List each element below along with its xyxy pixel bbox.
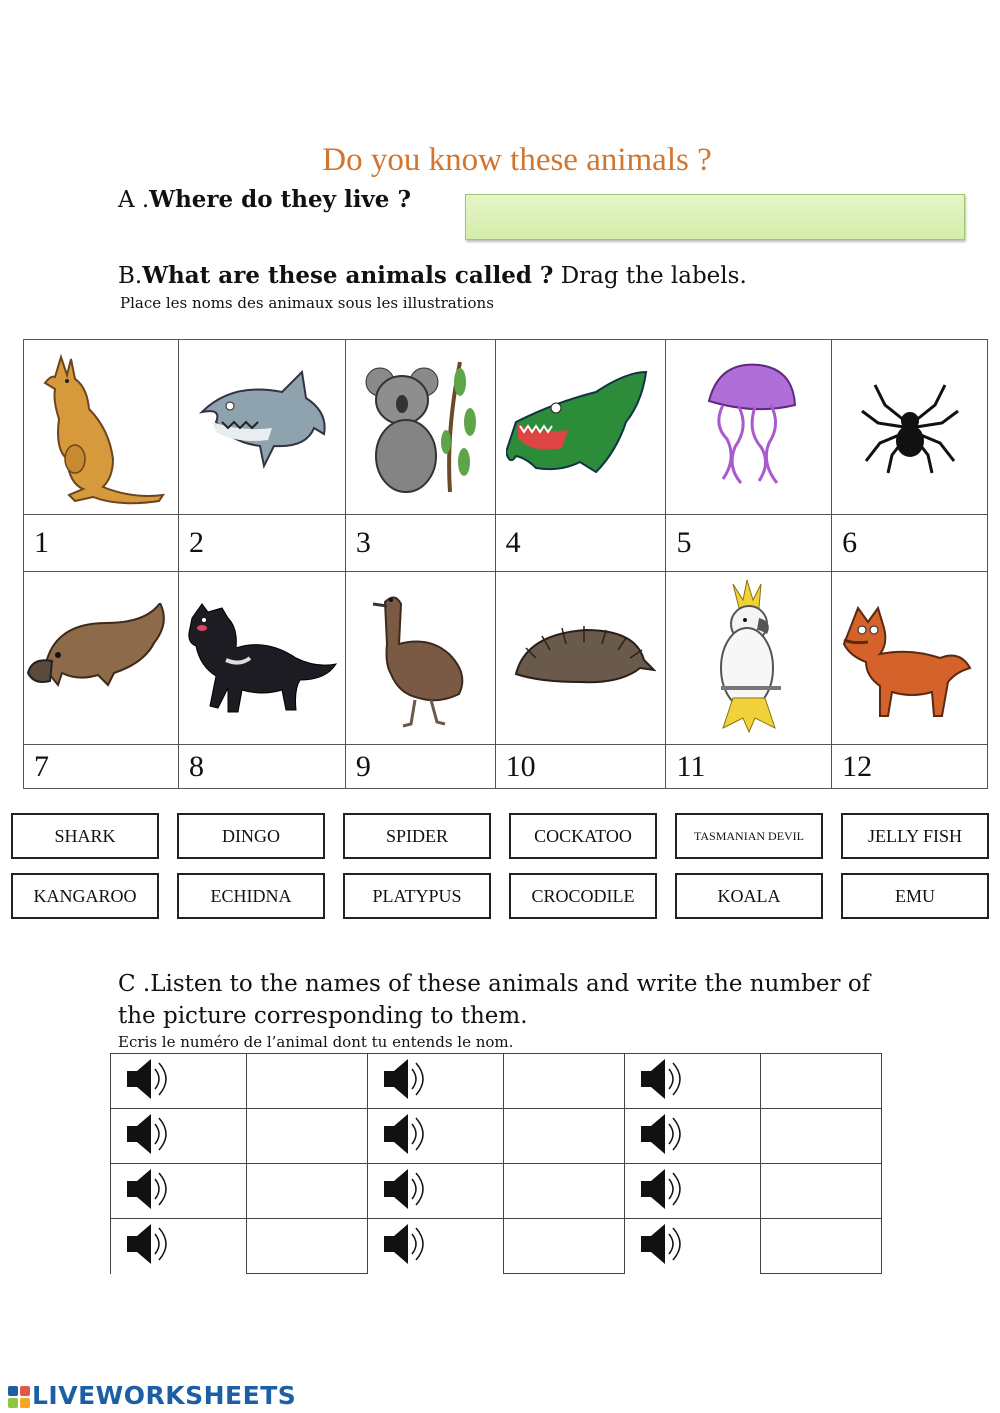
koala-icon — [360, 352, 480, 502]
animal-number: 11 — [666, 745, 832, 789]
label-spider[interactable]: SPIDER — [343, 813, 491, 859]
dingo-icon — [840, 598, 980, 718]
animal-picture-table — [23, 339, 988, 789]
emu-icon — [365, 588, 475, 728]
answer-field[interactable] — [503, 1164, 624, 1219]
logo-icon — [8, 1386, 30, 1408]
audio-cell — [111, 1219, 247, 1274]
animal-number: 5 — [666, 515, 832, 572]
echidna-cell — [495, 572, 666, 745]
answer-field[interactable] — [760, 1054, 881, 1109]
speaker-icon[interactable] — [380, 1167, 430, 1211]
animal-number: 3 — [345, 515, 495, 572]
label-jelly-fish[interactable]: JELLY FISH — [841, 813, 989, 859]
speaker-icon[interactable] — [123, 1112, 173, 1156]
animal-number: 8 — [178, 745, 345, 789]
animal-number: 7 — [24, 745, 179, 789]
question-b-subtitle: Place les noms des animaux sous les illustrations — [120, 294, 494, 312]
question-c-subtitle: Ecris le numéro de l’animal dont tu entends le nom. — [118, 1033, 514, 1051]
answer-field[interactable] — [246, 1219, 367, 1274]
animal-number: 9 — [345, 745, 495, 789]
audio-cell — [624, 1164, 760, 1219]
dingo-cell — [832, 572, 988, 745]
audio-cell — [111, 1164, 247, 1219]
speaker-icon[interactable] — [123, 1167, 173, 1211]
animal-number: 4 — [495, 515, 666, 572]
audio-cell — [367, 1054, 503, 1109]
label-cockatoo[interactable]: COCKATOO — [509, 813, 657, 859]
speaker-icon[interactable] — [637, 1167, 687, 1211]
label-echidna[interactable]: ECHIDNA — [177, 873, 325, 919]
crocodile-cell — [495, 340, 666, 515]
speaker-icon[interactable] — [380, 1057, 430, 1101]
label-crocodile[interactable]: CROCODILE — [509, 873, 657, 919]
cockatoo-icon — [699, 578, 799, 738]
answer-field[interactable] — [503, 1054, 624, 1109]
question-c: C .Listen to the names of these animals and write the number of the picture corresponding to them. — [118, 971, 871, 1029]
page-title: Do you know these animals ? — [322, 142, 712, 178]
animal-number: 10 — [495, 745, 666, 789]
listening-table — [110, 1053, 882, 1274]
answer-field[interactable] — [246, 1054, 367, 1109]
audio-cell — [624, 1219, 760, 1274]
koala-cell — [345, 340, 495, 515]
animal-number: 2 — [178, 515, 345, 572]
shark-cell — [178, 340, 345, 515]
answer-field[interactable] — [760, 1164, 881, 1219]
spider-icon — [860, 377, 960, 477]
spider-cell — [832, 340, 988, 515]
platypus-cell — [24, 572, 179, 745]
cockatoo-cell — [666, 572, 832, 745]
speaker-icon[interactable] — [123, 1057, 173, 1101]
answer-field[interactable] — [503, 1109, 624, 1164]
habitat-answer-input[interactable] — [465, 194, 965, 240]
audio-cell — [624, 1109, 760, 1164]
speaker-icon[interactable] — [637, 1112, 687, 1156]
kangaroo-cell — [24, 340, 179, 515]
label-shark[interactable]: SHARK — [11, 813, 159, 859]
question-a-text: Where do they live ? — [149, 186, 411, 213]
tasmanian-devil-cell — [178, 572, 345, 745]
label-dingo[interactable]: DINGO — [177, 813, 325, 859]
speaker-icon[interactable] — [380, 1222, 430, 1266]
speaker-icon[interactable] — [380, 1112, 430, 1156]
jellyfish-icon — [689, 357, 809, 497]
tasmanian-devil-icon — [182, 598, 342, 718]
speaker-icon[interactable] — [123, 1222, 173, 1266]
audio-cell — [111, 1109, 247, 1164]
speaker-icon[interactable] — [637, 1222, 687, 1266]
answer-field[interactable] — [760, 1219, 881, 1274]
animal-number: 6 — [832, 515, 988, 572]
question-a-prefix: A . — [118, 187, 150, 213]
audio-cell — [111, 1054, 247, 1109]
answer-field[interactable] — [760, 1109, 881, 1164]
label-platypus[interactable]: PLATYPUS — [343, 873, 491, 919]
question-b-prefix: B. — [118, 263, 143, 289]
answer-field[interactable] — [246, 1164, 367, 1219]
crocodile-icon — [506, 362, 656, 492]
audio-cell — [367, 1164, 503, 1219]
question-b-instruction: Drag the labels. — [553, 263, 747, 289]
kangaroo-icon — [31, 347, 171, 507]
label-kangaroo[interactable]: KANGAROO — [11, 873, 159, 919]
logo-text: LIVEWORKSHEETS — [32, 1381, 297, 1410]
label-koala[interactable]: KOALA — [675, 873, 823, 919]
liveworksheets-logo — [8, 1381, 296, 1410]
question-a — [118, 186, 411, 213]
speaker-icon[interactable] — [637, 1057, 687, 1101]
audio-cell — [367, 1219, 503, 1274]
question-b-text: What are these animals called ? — [142, 262, 554, 289]
animal-number: 12 — [832, 745, 988, 789]
jellyfish-cell — [666, 340, 832, 515]
audio-cell — [624, 1054, 760, 1109]
animal-number: 1 — [24, 515, 179, 572]
echidna-icon — [506, 618, 656, 698]
label-tasmanian-devil[interactable]: TASMANIAN DEVIL — [675, 813, 823, 859]
answer-field[interactable] — [246, 1109, 367, 1164]
platypus-icon — [26, 603, 176, 713]
label-emu[interactable]: EMU — [841, 873, 989, 919]
shark-icon — [192, 362, 332, 492]
emu-cell — [345, 572, 495, 745]
answer-field[interactable] — [503, 1219, 624, 1274]
audio-cell — [367, 1109, 503, 1164]
question-b — [118, 262, 747, 289]
